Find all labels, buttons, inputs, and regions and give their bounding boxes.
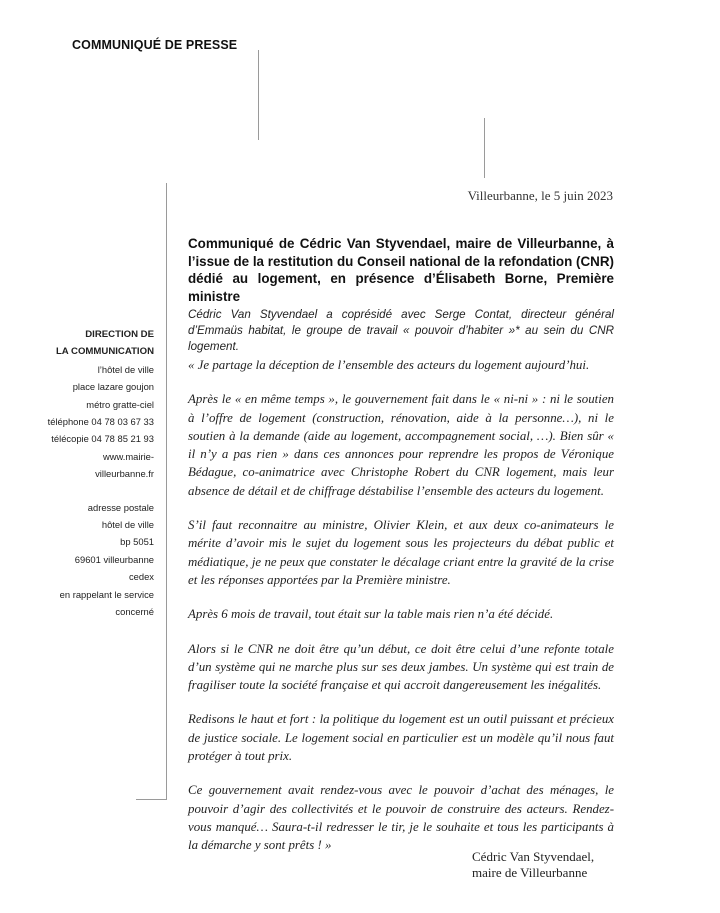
body-paragraph: S’il faut reconnaitre au ministre, Olivier Klein, et aux deux co-animateurs le mérite d’avoir mis le sujet du logement sous les projecteurs du débat public et médiatique, je ne peux que constater le décalage criant entre la gravité de la crise et les réponses apportées par la Première ministre. xyxy=(188,518,614,587)
body-paragraph: Ce gouvernement avait rendez-vous avec le pouvoir d’achat des ménages, le pouvoir d’agir des collectivités et le pouvoir de construire des acteurs. Rendez-vous manqué… Saura-t-il redresser le tir, je le souhaite et tous les participants à la démarche y sont prêts ! » xyxy=(188,783,614,853)
signature-block xyxy=(472,849,594,881)
postal-line: cedex xyxy=(128,571,154,583)
address-line: métro gratte-ciel xyxy=(86,398,154,410)
postal-line: bp 5051 xyxy=(120,536,154,548)
body-paragraph: « Je partage la déception de l’ensemble des acteurs du logement aujourd’hui. xyxy=(188,358,590,372)
address-line: l’hôtel de ville xyxy=(97,363,154,375)
intro-paragraph: Cédric Van Styvendael a coprésidé avec Serge Contat, directeur général d’Emmaüs habitat, le groupe de travail « pouvoir d’habiter »* au sein du CNR logement. xyxy=(188,308,614,353)
frame-line-top-right xyxy=(484,118,485,178)
website-line: www.mairie- xyxy=(102,450,154,462)
body-paragraph: Après le « en même temps », le gouvernement fait dans le « ni-ni » : ni le soutien à l’offre de logement (construction, rénovation, aide à la personne…), ni le soutien à la demande (aide au logement, accompagnement social, …). Bien sûr « il n’y a pas rien » dans ces annonces pour reprendre les propos de Véronique Bédague, co-animatrice avec Christophe Robert du CNR logement, mais leur absence de détail et de chiffrage déstabilise l’ensemble des acteurs du logement. xyxy=(188,392,614,498)
fax-line: télécopie 04 78 85 21 93 xyxy=(51,433,154,445)
postal-line: adresse postale xyxy=(87,501,154,513)
website-line: villeurbanne.fr xyxy=(95,468,154,480)
postal-line: concerné xyxy=(115,606,154,618)
body-text xyxy=(188,356,614,871)
frame-line-sidebar xyxy=(166,183,167,799)
document-title: Communiqué de Cédric Van Styvendael, maire de Villeurbanne, à l’issue de la restitution du Conseil national de la refondation (CNR) dédié au logement, en présence d’Élisabeth Borne, Première ministre xyxy=(188,236,614,304)
sidebar-spacer xyxy=(4,483,154,499)
postal-line: hôtel de ville xyxy=(101,519,154,531)
frame-line-top-left xyxy=(258,50,259,140)
address-line: place lazare goujon xyxy=(72,381,154,393)
signature-name: Cédric Van Styvendael, xyxy=(472,849,595,864)
signature-role: maire de Villeurbanne xyxy=(472,865,588,880)
body-paragraph: Alors si le CNR ne doit être qu’un début, ce doit être celui d’une refonte totale d’un système qui ne marche plus sur ses deux jambes. Un système qui est train de fragiliser toute la société française et qui accroit dangereusement les inégalités. xyxy=(188,641,614,693)
postal-line: en rappelant le service xyxy=(59,588,154,600)
body-paragraph: Redisons le haut et fort : la politique du logement est un outil puissant et précieux de justice sociale. Le logement social en particulier est un modèle qu’il nous faut protéger à tout prix. xyxy=(188,712,614,764)
press-release-header: COMMUNIQUÉ DE PRESSE xyxy=(72,38,238,52)
body-paragraph: Après 6 mois de travail, tout était sur la table mais rien n’a été décidé. xyxy=(188,607,554,622)
sidebar-contact xyxy=(4,326,154,621)
postal-line: 69601 villeurbanne xyxy=(74,553,154,565)
department-name-line1: DIRECTION DE xyxy=(85,329,154,340)
phone-line: téléphone 04 78 03 67 33 xyxy=(47,416,154,428)
frame-line-bottom xyxy=(136,799,167,800)
document-date: Villeurbanne, le 5 juin 2023 xyxy=(467,188,613,203)
department-name-line2: LA COMMUNICATION xyxy=(55,346,154,358)
